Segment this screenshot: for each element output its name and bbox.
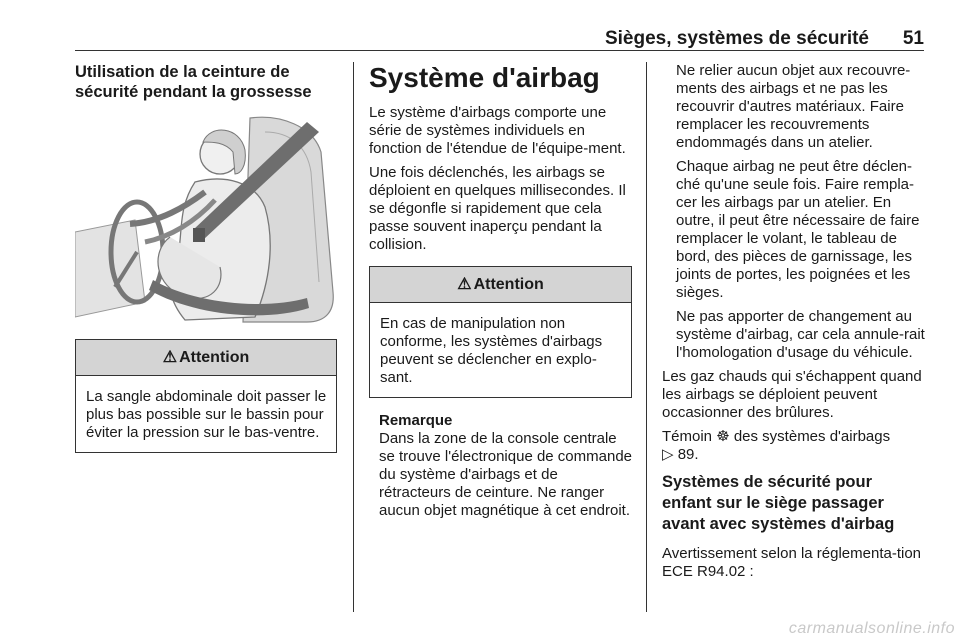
- attention-box-pregnancy: [75, 339, 337, 453]
- attention-label: Attention: [179, 349, 250, 366]
- watermark: carmanualsonline.info: [788, 620, 955, 637]
- paragraph: Une fois déclenchés, les airbags se déploient en quelques millisecondes. Il se dégonfle si rapidement que cela passe souvent inaperçu pendant la collision.: [369, 164, 626, 253]
- paragraph: Avertissement selon la réglementa-tion ECE R94.02 :: [662, 545, 922, 580]
- column-3: [662, 62, 925, 587]
- paragraph: Le système d'airbags comporte une série de systèmes individuels en fonction de l'étendue de l'équipe-ment.: [369, 104, 626, 157]
- header-divider: [75, 50, 924, 51]
- paragraph: Chaque airbag ne peut être déclen-ché qu'une seule fois. Faire rempla-cer les airbags par un atelier. En outre, il peut être nécessaire de faire remplacer le volant, le tableau de bord, des pièces de garnissage, les joints de portes, les poignées et les sièges.: [676, 158, 920, 301]
- page-reference-link[interactable]: 89.: [677, 446, 699, 463]
- attention-text: La sangle abdominale doit passer le plus bas possible sur le bassin pour éviter la pression sur le bas-ventre.: [86, 388, 327, 441]
- attention-header: [370, 267, 631, 303]
- column-divider-right: [646, 62, 647, 612]
- page-reference-icon: ▷: [662, 446, 674, 463]
- column-divider-left: [353, 62, 354, 612]
- section-heading-child-restraint: Systèmes de sécurité pour enfant sur le siège passager avant avec systèmes d'airbag: [662, 473, 895, 533]
- airbag-warning-icon: ☸: [716, 428, 730, 445]
- paragraph: Ne pas apporter de changement au système d'airbag, car cela annule-rait l'homologation d'usage du véhicule.: [676, 308, 925, 361]
- warning-triangle-icon: ⚠: [457, 276, 472, 293]
- paragraph: Ne relier aucun objet aux recouvre-ments des airbags et ne pas les recouvrir d'autres matériaux. Faire remplacer les recouvrements endommagés dans un atelier.: [676, 62, 911, 151]
- section-heading-pregnancy: Utilisation de la ceinture de sécurité pendant la grossesse: [75, 63, 312, 101]
- attention-header: [76, 340, 336, 376]
- page-header-title: Sièges, systèmes de sécurité: [604, 28, 869, 49]
- paragraph: Les gaz chauds qui s'échappent quand les airbags se déploient peuvent occasionner des brûlures.: [662, 368, 922, 421]
- page-number: 51: [902, 28, 924, 49]
- column-2: [369, 62, 632, 520]
- column-1: [75, 62, 337, 467]
- section-heading-airbag: Système d'airbag: [369, 62, 600, 93]
- pregnant-seatbelt-illustration-icon: [75, 112, 337, 325]
- note-title: Remarque: [379, 412, 453, 429]
- warning-triangle-icon: ⚠: [162, 349, 178, 366]
- attention-box-airbag: [369, 266, 632, 398]
- attention-label: Attention: [473, 276, 544, 293]
- note-text: Dans la zone de la console centrale se trouve l'électronique de commande du système d'airbags et de rétracteurs de ceinture. Ne ranger aucun objet magnétique à cet endroit.: [379, 430, 633, 519]
- paragraph-airbag-indicator: Témoin ☸ des systèmes d'airbags ▷ 89.: [662, 428, 891, 463]
- attention-text: En cas de manipulation non conforme, les systèmes d'airbags peuvent se déclencher en explo-sant.: [380, 315, 603, 386]
